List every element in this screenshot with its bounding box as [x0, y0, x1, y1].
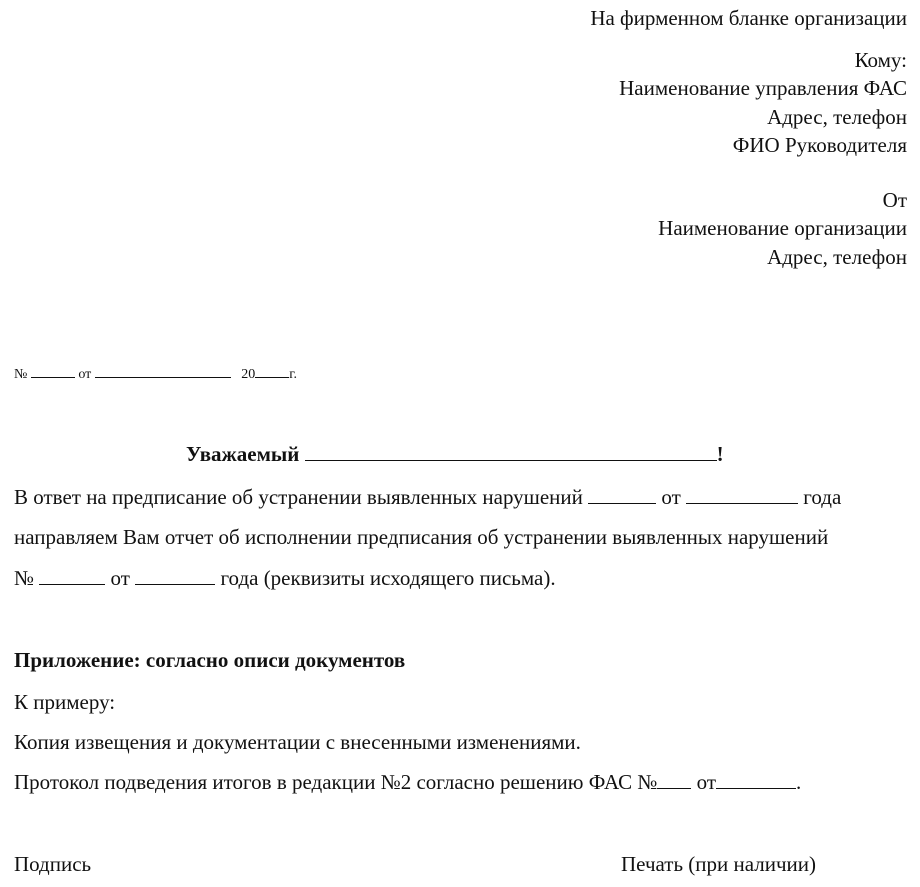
- body-line1-year: года: [803, 485, 842, 509]
- body-line-1: [14, 484, 841, 510]
- reg-number-sign: №: [14, 367, 28, 382]
- reg-year-blank[interactable]: [255, 365, 289, 378]
- recipient-org: Наименование управления ФАС: [619, 76, 907, 100]
- reg-date-blank[interactable]: [95, 365, 231, 378]
- sender-label: От: [882, 188, 907, 212]
- salutation: [186, 441, 724, 467]
- order-date-blank[interactable]: [686, 486, 798, 504]
- appendix-item-2: [14, 769, 801, 795]
- order-number-blank[interactable]: [588, 486, 656, 504]
- body-line-3: [14, 565, 556, 591]
- outgoing-date-blank[interactable]: [135, 567, 215, 585]
- appendix-item2-from: от: [696, 770, 717, 794]
- body-line3-tail: года (реквизиты исходящего письма).: [220, 566, 556, 590]
- reg-from-label: от: [78, 367, 92, 382]
- addressee-name-blank[interactable]: [305, 443, 717, 461]
- appendix-title: Приложение: согласно описи документов: [14, 648, 406, 672]
- sender-address: Адрес, телефон: [767, 245, 907, 269]
- appendix-item-1: Копия извещения и документации с внесенными изменениями.: [14, 730, 581, 754]
- sender-org: Наименование организации: [658, 216, 907, 240]
- outgoing-number-blank[interactable]: [39, 567, 105, 585]
- stamp-label: Печать (при наличии): [621, 852, 817, 876]
- salutation-exclamation: !: [716, 442, 724, 466]
- reg-number-blank[interactable]: [31, 365, 75, 378]
- body-line3-number-sign: №: [14, 566, 35, 590]
- body-line-2: направляем Вам отчет об исполнении предписания об устранении выявленных нарушений: [14, 525, 829, 549]
- appendix-item2-end: .: [796, 770, 802, 794]
- signature-label: Подпись: [14, 852, 92, 876]
- letterhead-note: На фирменном бланке организации: [590, 6, 907, 30]
- appendix-item2-text: Протокол подведения итогов в редакции №2 согласно решению ФАС №: [14, 770, 658, 794]
- body-line1-from: от: [661, 485, 681, 509]
- salutation-text: Уважаемый: [186, 442, 300, 466]
- fas-decision-number-blank[interactable]: [657, 771, 691, 789]
- recipient-label: Кому:: [854, 48, 907, 72]
- registration-line: [14, 365, 297, 384]
- recipient-head: ФИО Руководителя: [732, 133, 907, 157]
- recipient-address: Адрес, телефон: [767, 105, 907, 129]
- body-line1-text: В ответ на предписание об устранении выявленных нарушений: [14, 485, 583, 509]
- body-line3-from: от: [110, 566, 130, 590]
- appendix-example: К примеру:: [14, 690, 116, 714]
- fas-decision-date-blank[interactable]: [716, 771, 796, 789]
- reg-year-prefix: 20: [241, 367, 256, 382]
- reg-year-suffix: г.: [289, 367, 297, 382]
